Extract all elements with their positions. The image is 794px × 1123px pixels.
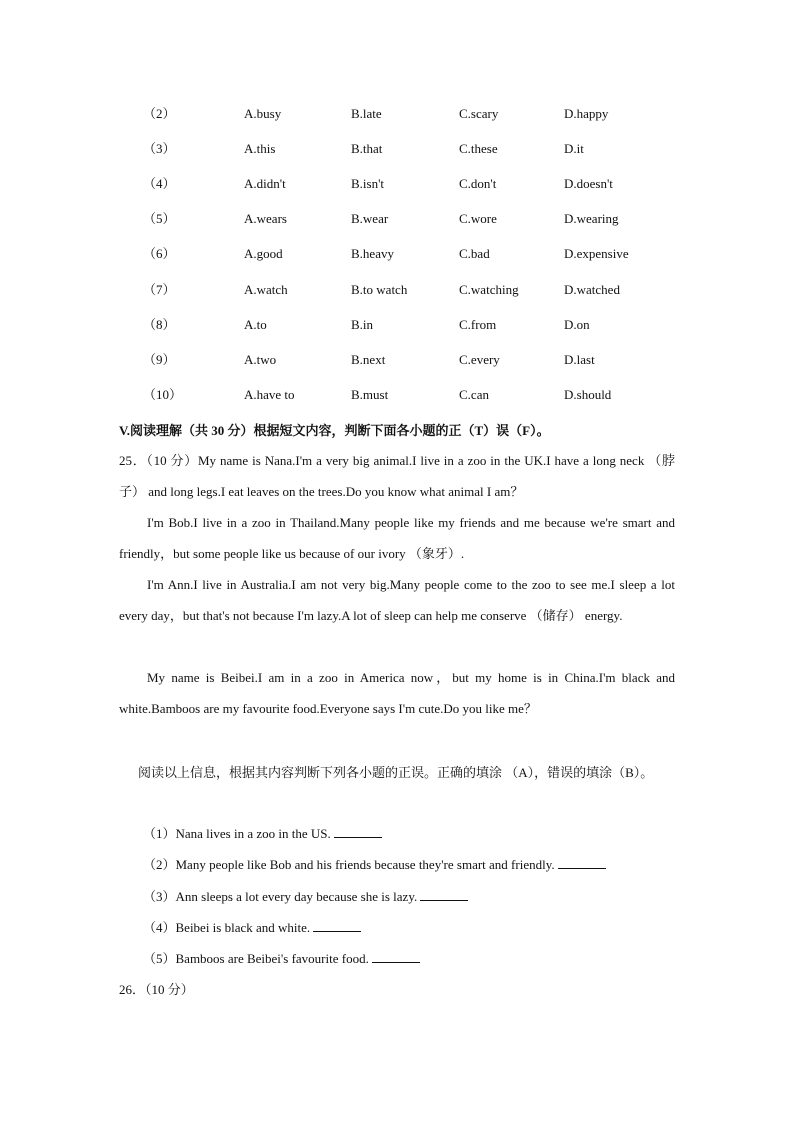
option-b: B.isn't [351, 176, 385, 191]
option-b: B.in [351, 317, 374, 332]
judgement-item-text: （5）Bamboos are Beibei's favourite food. [143, 951, 369, 966]
passage-paragraph-ann: I'm Ann.I live in Australia.I am not very big.Many people come to the zoo to see me.I sleep a lot every day，but that's not because I'm lazy.A lot of sleep can help me conserve （储存） energy. [119, 577, 675, 623]
passage-paragraph-bob: I'm Bob.I live in a zoo in Thailand.Many people like my friends and me because we're smart and friendly，but some people like us because of our ivory （象牙）. [119, 515, 675, 561]
passage-paragraph-nana: 25．（10 分）My name is Nana.I'm a very big animal.I live in a zoo in the UK.I have a long neck （脖子） and long legs.I eat leaves on the trees.Do you know what animal I am？ [119, 453, 675, 499]
judgement-item [143, 855, 606, 875]
judgement-item-text: （1）Nana lives in a zoo in the US. [143, 826, 331, 841]
option-a: A.wears [244, 211, 287, 226]
option-row [0, 315, 794, 335]
option-d: D.should [564, 387, 612, 402]
judgement-item-text: （3）Ann sleeps a lot every day because she is lazy. [143, 889, 418, 904]
option-a: A.two [244, 352, 277, 367]
option-row [0, 104, 794, 124]
option-c: C.bad [459, 246, 490, 261]
option-c: C.can [459, 387, 489, 402]
option-row [0, 174, 794, 194]
judgement-item [143, 918, 361, 938]
judgement-item-text: （4）Beibei is black and white. [143, 920, 311, 935]
question-number: （5） [143, 211, 176, 226]
option-a: A.didn't [244, 176, 286, 191]
answer-blank[interactable] [420, 888, 468, 901]
section-title: V.阅读理解（共 30 分）根据短文内容，判断下面各小题的正（T）误（F）。 [119, 423, 550, 438]
option-c: C.watching [459, 282, 519, 297]
question-26-heading: 26．（10 分） [119, 982, 194, 997]
question-number: （2） [143, 106, 176, 121]
option-b: B.that [351, 141, 383, 156]
option-b: B.wear [351, 211, 389, 226]
question-number: （8） [143, 317, 176, 332]
option-d: D.happy [564, 106, 609, 121]
option-row [0, 280, 794, 300]
option-d: D.it [564, 141, 584, 156]
option-a: A.good [244, 246, 283, 261]
option-row [0, 209, 794, 229]
question-number: （10） [143, 387, 183, 402]
judgement-item-text: （2）Many people like Bob and his friends because they're smart and friendly. [143, 857, 555, 872]
option-a: A.busy [244, 106, 282, 121]
option-c: C.don't [459, 176, 497, 191]
option-d: D.last [564, 352, 595, 367]
judgement-item [143, 949, 420, 969]
option-row [0, 139, 794, 159]
question-number: （3） [143, 141, 176, 156]
judgement-item [143, 824, 382, 844]
answer-blank[interactable] [558, 856, 606, 869]
option-b: B.to watch [351, 282, 408, 297]
option-a: A.watch [244, 282, 288, 297]
answer-blank[interactable] [313, 919, 361, 932]
option-a: A.to [244, 317, 267, 332]
answer-blank[interactable] [334, 825, 382, 838]
option-b: B.heavy [351, 246, 394, 261]
question-number: （4） [143, 176, 176, 191]
question-number: （6） [143, 246, 176, 261]
question-number: （7） [143, 282, 176, 297]
option-d: D.on [564, 317, 590, 332]
option-row [0, 244, 794, 264]
option-a: A.have to [244, 387, 295, 402]
option-c: C.scary [459, 106, 499, 121]
option-b: B.must [351, 387, 389, 402]
option-d: D.watched [564, 282, 620, 297]
option-b: B.late [351, 106, 382, 121]
option-d: D.doesn't [564, 176, 613, 191]
answer-blank[interactable] [372, 950, 420, 963]
option-d: D.expensive [564, 246, 629, 261]
option-row [0, 350, 794, 370]
question-number: （9） [143, 352, 176, 367]
option-a: A.this [244, 141, 276, 156]
option-b: B.next [351, 352, 386, 367]
passage-paragraph-beibei: My name is Beibei.I am in a zoo in America now，but my home is in China.I'm black and white.Bamboos are my favourite food.Everyone says I'm cute.Do you like me？ [119, 670, 675, 716]
instruction-text: 阅读以上信息，根据其内容判断下列各小题的正误。正确的填涂 （A），错误的填涂（B）。 [138, 765, 654, 780]
option-c: C.these [459, 141, 498, 156]
judgement-item [143, 887, 468, 907]
option-row [0, 385, 794, 405]
option-c: C.every [459, 352, 500, 367]
option-d: D.wearing [564, 211, 619, 226]
option-c: C.from [459, 317, 497, 332]
option-c: C.wore [459, 211, 497, 226]
